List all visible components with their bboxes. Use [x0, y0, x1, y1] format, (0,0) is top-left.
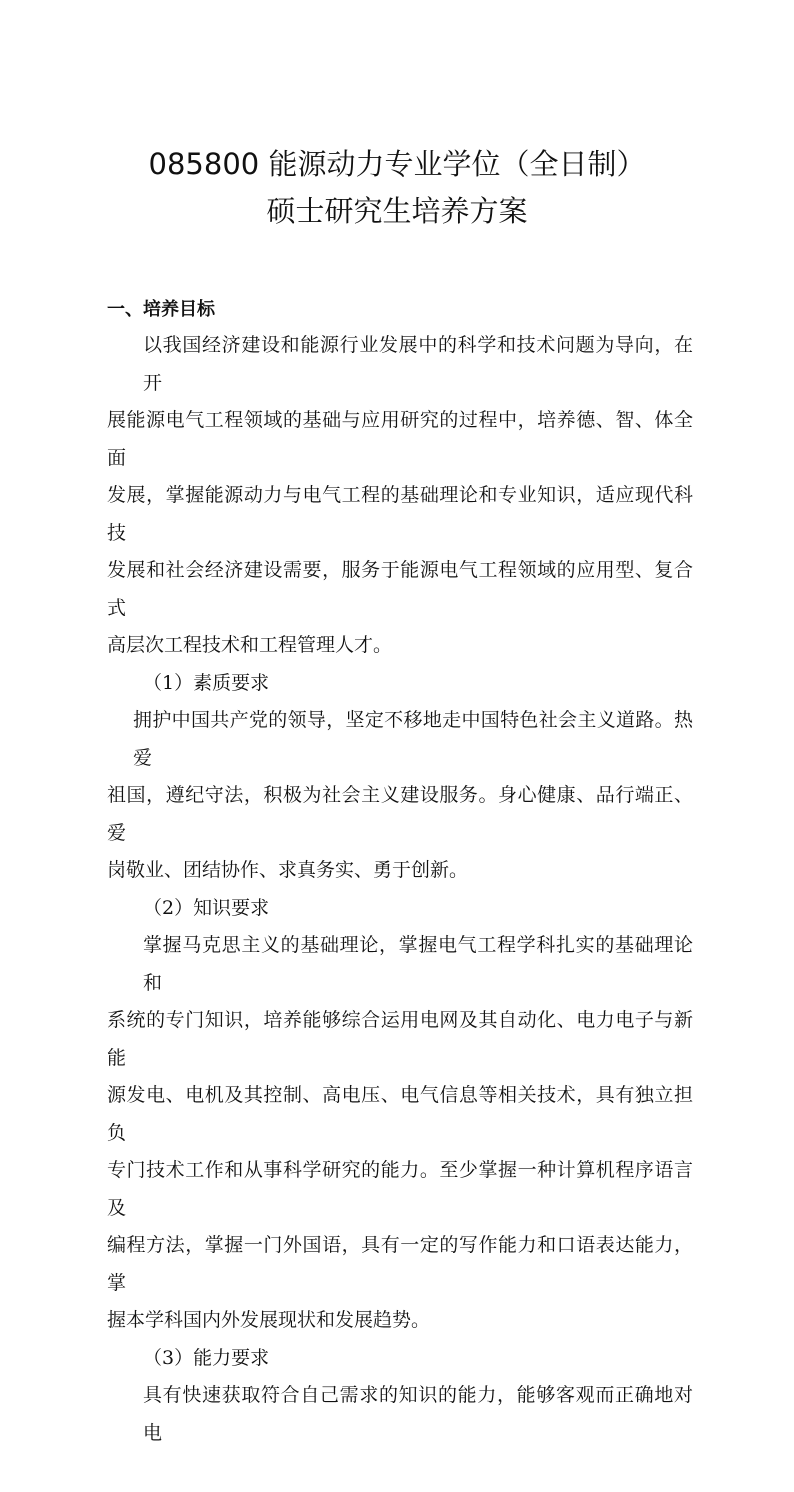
quality-line: 祖国，遵纪守法，积极为社会主义建设服务。身心健康、品行端正、爱: [107, 784, 693, 844]
document-body: [107, 293, 693, 1452]
quality-line: 岗敬业、团结协作、求真务实、勇于创新。: [107, 859, 469, 881]
subheading-quality: （1）素质要求: [143, 671, 270, 694]
ability-line: 具有快速获取符合自己需求的知识的能力，能够客观而正确地对电: [143, 1384, 693, 1444]
quality-line: 拥护中国共产党的领导，坚定不移地走中国特色社会主义道路。热爱: [133, 709, 693, 769]
intro-line: 以我国经济建设和能源行业发展中的科学和技术问题为导向，在开: [143, 334, 693, 394]
document-title-line-1: 085800 能源动力专业学位（全日制）: [148, 147, 646, 181]
document-title-line-2: 硕士研究生培养方案: [266, 194, 528, 228]
knowledge-line: 握本学科国内外发展现状和发展趋势。: [107, 1309, 431, 1331]
knowledge-line: 编程方法，掌握一门外国语，具有一定的写作能力和口语表达能力，掌: [107, 1234, 693, 1294]
knowledge-line: 专门技术工作和从事科学研究的能力。至少掌握一种计算机程序语言及: [107, 1159, 693, 1219]
section-heading-training-goals: 一、培养目标: [107, 299, 215, 320]
subheading-ability: （3）能力要求: [143, 1346, 270, 1369]
intro-line: 高层次工程技术和工程管理人才。: [107, 634, 393, 656]
intro-line: 发展和社会经济建设需要，服务于能源电气工程领域的应用型、复合式: [107, 559, 693, 619]
intro-line: 发展，掌握能源动力与电气工程的基础理论和专业知识，适应现代科技: [107, 484, 693, 544]
subheading-knowledge: （2）知识要求: [143, 896, 270, 919]
intro-line: 展能源电气工程领域的基础与应用研究的过程中，培养德、智、体全面: [107, 409, 693, 469]
knowledge-line: 掌握马克思主义的基础理论，掌握电气工程学科扎实的基础理论和: [143, 934, 693, 994]
knowledge-line: 系统的专门知识，培养能够综合运用电网及其自动化、电力电子与新能: [107, 1009, 693, 1069]
knowledge-line: 源发电、电机及其控制、高电压、电气信息等相关技术，具有独立担负: [107, 1084, 693, 1144]
